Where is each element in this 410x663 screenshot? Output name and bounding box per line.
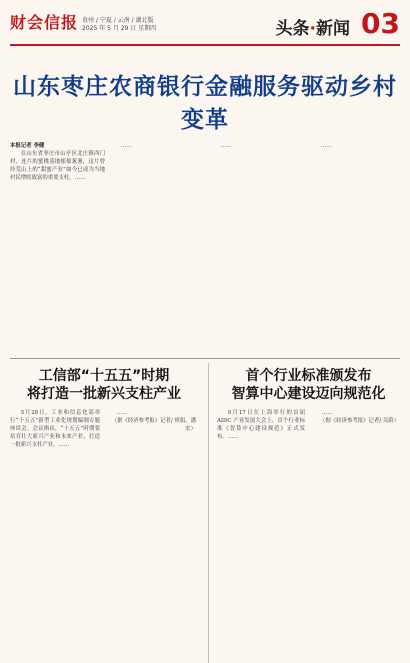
section-divider [10, 358, 400, 359]
article-text: …… [220, 143, 232, 149]
article-column-2 [110, 142, 205, 352]
article-column-4 [310, 142, 400, 352]
section-main: 头条 [275, 19, 310, 39]
right-article-column-2 [311, 409, 399, 659]
left-article-source: （据《经济参考报》记者/ 班娟、潘宏） [111, 418, 196, 433]
main-headline: 山东枣庄农商银行金融服务驱动乡村变革 [13, 74, 397, 133]
left-article-title [10, 367, 198, 403]
article-column-3 [210, 142, 305, 352]
left-article [10, 363, 198, 663]
top-article [10, 142, 400, 352]
brand [10, 10, 156, 33]
right-article-column-1 [217, 409, 305, 659]
brand-editions: 贵州 / 宁夏 / 云南 / 湖北版 [82, 17, 154, 24]
right-article-title [217, 367, 400, 403]
section-sub: 新闻 [316, 19, 350, 39]
left-title-line-2: 将打造一批新兴支柱产业 [27, 386, 181, 402]
article-text: …… [120, 143, 132, 149]
right-article [208, 363, 400, 663]
article-text: …… [116, 410, 128, 416]
right-title-line-2: 智算中心建设迈向规范化 [231, 386, 386, 402]
left-article-column-2 [106, 409, 196, 659]
article-column-1 [10, 142, 105, 352]
article-text: 5月28日，工业和信息化部举行“十五五”新型工业化规划编制专题座谈会。会议指出，“十五五”时期要培育壮大新兴产业和未来产业，打造一批新兴支柱产业。…… [10, 410, 100, 449]
issue-date: 2025 年 5 月 29 日 星期四 [82, 25, 157, 32]
article-text: …… [321, 410, 333, 416]
left-article-body [10, 409, 198, 659]
right-title-line-1: 首个行业标准颁发布 [245, 368, 372, 384]
left-article-column-1 [10, 409, 100, 659]
right-article-source: （据《经济参考报》记者/ 吴蔚） [320, 418, 399, 425]
article-text: 9月17日在上海举行的首届 AIDC 产业发展大会上，首个行业标准《智算中心建设规范》正式发布。…… [217, 410, 305, 441]
brand-subtitle [82, 17, 156, 33]
article-text: 在山东省枣庄市山亭区北庄镇西门村，连片的蜜桃基地郁郁葱葱，这片曾经荒山上的“甜蜜产业”如今已成为当地村民增收致富的重要支柱。…… [10, 151, 105, 182]
bottom-articles [10, 363, 400, 663]
article-text: …… [320, 143, 332, 149]
brand-name: 财会信报 [10, 13, 79, 32]
right-article-body [217, 409, 400, 659]
page-number: 03 [361, 7, 400, 40]
section-title [276, 14, 350, 39]
left-title-line-1: 工信部“十五五”时期 [38, 368, 170, 384]
byline: 本报记者 李健 [10, 143, 45, 149]
masthead [10, 6, 400, 46]
section-dot: · [309, 19, 316, 39]
